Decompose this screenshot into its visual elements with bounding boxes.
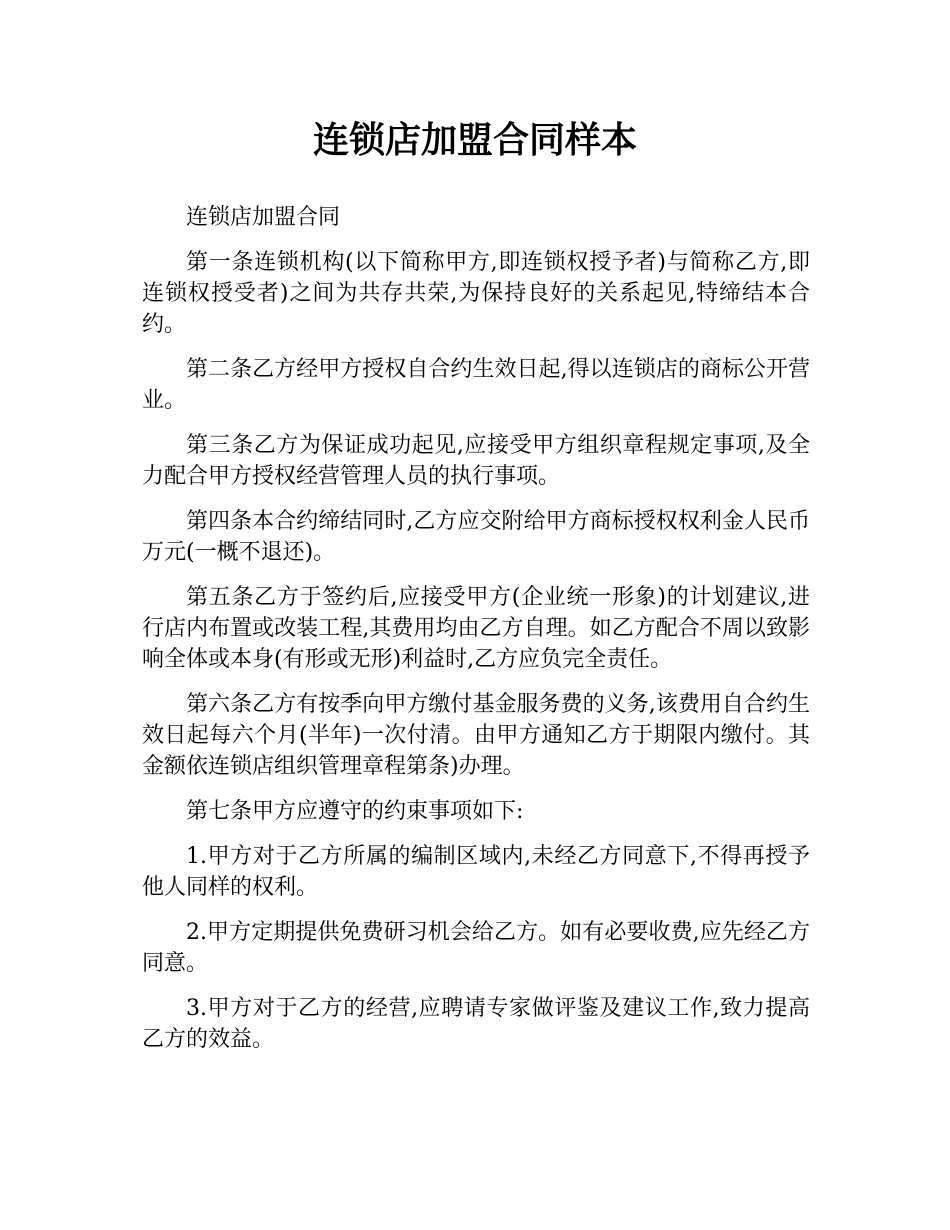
paragraph-heading: 连锁店加盟合同 — [186, 205, 341, 230]
paragraph-article-5: 第五条乙方于签约后,应接受甲方(企业统一形象)的计划建议,进行店内布置或改装工程,其费用均由乙方自理。如乙方配合不周以致影响全体或本身(有形或无形)利益时,乙方应负完全责任。 — [142, 585, 810, 672]
paragraph-article-2: 第二条乙方经甲方授权自合约生效日起,得以连锁店的商标公开营业。 — [142, 357, 810, 413]
paragraph-item-1: 1.甲方对于乙方所属的编制区域内,未经乙方同意下,不得再授予他人同样的权利。 — [142, 844, 810, 900]
paragraph-item-2: 2.甲方定期提供免费研习机会给乙方。如有必要收费,应先经乙方同意。 — [142, 920, 810, 976]
paragraph-article-4: 第四条本合约缔结同时,乙方应交附给甲方商标授权权利金人民币万元(一概不退还)。 — [142, 509, 810, 565]
paragraph-article-6: 第六条乙方有按季向甲方缴付基金服务费的义务,该费用自合约生效日起每六个月(半年)一次付清。由甲方通知乙方于期限内缴付。其金额依连锁店组织管理章程第条)办理。 — [142, 692, 810, 779]
paragraph-article-7: 第七条甲方应遵守的约束事项如下: — [186, 799, 524, 824]
paragraph-item-3: 3.甲方对于乙方的经营,应聘请专家做评鉴及建议工作,致力提高乙方的效益。 — [142, 996, 810, 1052]
paragraph-article-1: 第一条连锁机构(以下简称甲方,即连锁权授予者)与简称乙方,即连锁权授受者)之间为共存共荣,为保持良好的关系起见,特缔结本合约。 — [142, 250, 810, 337]
paragraph-article-3: 第三条乙方为保证成功起见,应接受甲方组织章程规定事项,及全力配合甲方授权经营管理人员的执行事项。 — [142, 433, 810, 489]
document-title: 连锁店加盟合同样本 — [312, 120, 637, 161]
document-body — [142, 202, 810, 1069]
